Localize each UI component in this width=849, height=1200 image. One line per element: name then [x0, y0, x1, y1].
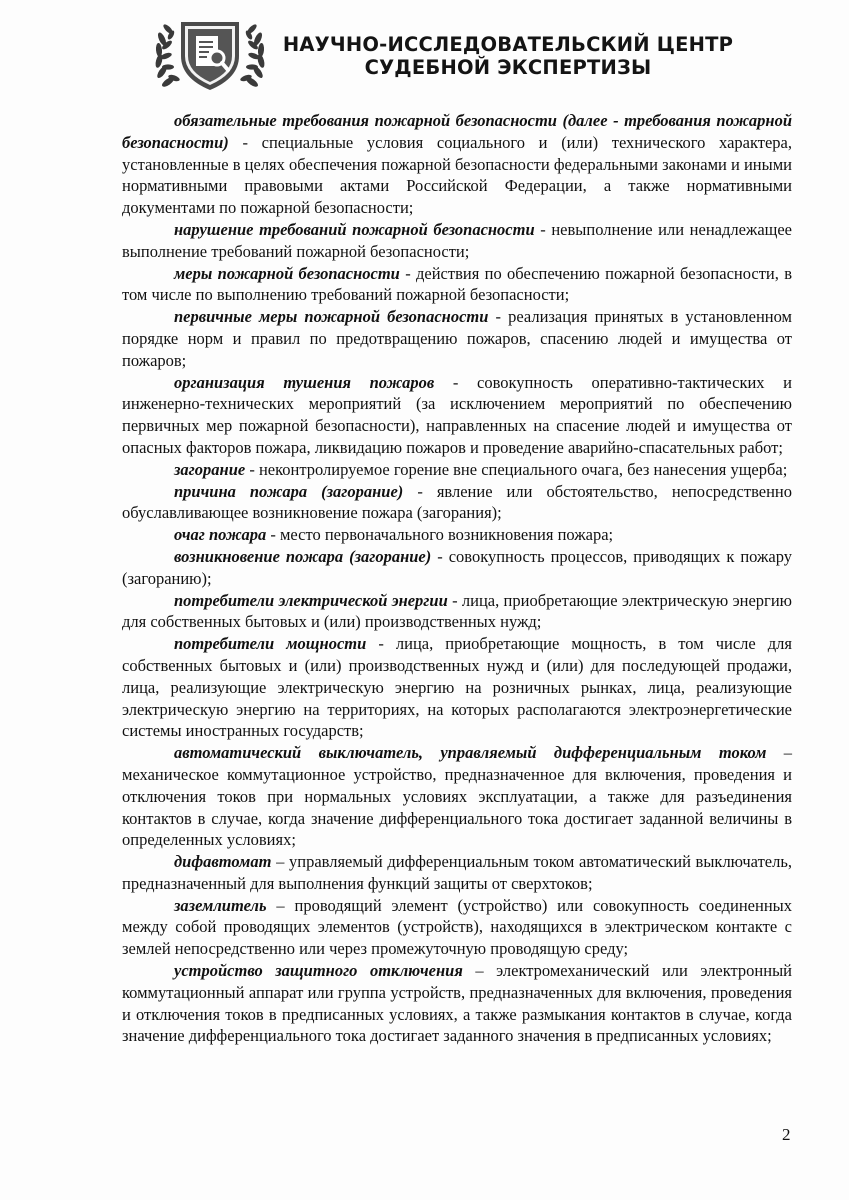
definition-entry: [122, 851, 792, 895]
definition-term: потребители электрической энергии: [174, 590, 448, 610]
definition-entry: [122, 633, 792, 742]
definition-term: загорание: [174, 459, 246, 479]
definition-term: первичные меры пожарной безопасности: [174, 307, 489, 327]
definition-entry: [122, 742, 792, 851]
definition-term: устройство защитного отключения: [174, 961, 463, 981]
definition-term: автоматический выключатель, управляемый дифференциальным током: [174, 743, 767, 763]
definition-term: очаг пожара: [174, 525, 267, 545]
shield-document-magnifier-laurel-icon: [150, 12, 270, 94]
definition-text: - специальные условия социального и (или) технического характера, установленные в целях обеспечения пожарной безопасности федеральными законами и иными нормативными правовыми актами Российской Федерации, а также нормативными документами по пожарной безопасности;: [122, 132, 792, 218]
definition-text: - невыполнение или ненадлежащее выполнение требований пожарной безопасности;: [122, 219, 793, 261]
definition-text: - совокупность процессов, приводящих к пожару (загоранию);: [122, 546, 792, 588]
organization-name-line1: НАУЧНО-ИССЛЕДОВАТЕЛЬСКИЙ ЦЕНТР: [282, 33, 734, 56]
definition-entry: [122, 524, 792, 546]
definition-text: - место первоначального возникновения пожара;: [266, 525, 614, 545]
definition-text: - неконтролируемое горение вне специального очага, без нанесения ущерба;: [245, 459, 788, 479]
definition-entry: [122, 219, 792, 263]
definition-entry: [122, 960, 792, 1047]
definition-entry: [122, 306, 792, 371]
definition-entry: [122, 895, 792, 960]
definition-entry: [122, 590, 792, 634]
definition-term: причина пожара (загорание): [174, 481, 404, 501]
definition-term: меры пожарной безопасности: [174, 263, 400, 283]
definition-entry: [122, 372, 792, 459]
definition-text: – механическое коммутационное устройство, предназначенное для включения, проведения и отключения токов при нормальных условиях эксплуатации, а также для разъединения контактов в случае, когда значение дифференциального тока достигает заданной величины в определенных условиях;: [122, 743, 792, 850]
definition-text: - совокупность оперативно-тактических и инженерно-технических мероприятий (за исключением мероприятий по обеспечению первичных мер пожарной безопасности), направленных на спасение людей и имущества от опасных факторов пожара, ликвидацию пожаров и проведение аварийно-спасательных работ;: [122, 372, 792, 457]
definition-text: - действия по обеспечению пожарной безопасности, в том числе по выполнению требований пожарной безопасности;: [122, 263, 792, 305]
letterhead: [150, 12, 750, 94]
definition-entry: [122, 263, 792, 307]
definition-entry: [122, 481, 792, 525]
definition-text: – проводящий элемент (устройство) или совокупность соединенных между собой проводящих элементов (устройств), находящихся в электрическом контакте с землей непосредственно или через промежуточную проводящую среду;: [122, 895, 792, 959]
definition-text: – электромеханический или электронный коммутационный аппарат или группа устройств, предназначенных для включения, проведения и отключения токов в предписанных условиях, а также размыкания контактов в случае, когда значение дифференциального тока достигает заданного значения в предписанных условиях;: [122, 961, 793, 1046]
definition-term: организация тушения пожаров: [174, 372, 435, 392]
definition-text: - реализация принятых в установленном порядке норм и правил по предотвращению пожаров, спасению людей и имущества от пожаров;: [122, 307, 792, 370]
definition-text: - лица, приобретающие электрическую энергию для собственных бытовых и (или) производственных нужд;: [122, 590, 792, 632]
definition-text: - лица, приобретающие мощность, в том числе для собственных бытовых и (или) производственных нужд и (или) для последующей продажи, лица, реализующие электрическую энергию на розничных рынках, лица, реализующие электрическую энергию на территориях, на которых располагаются электроэнергетические системы иностранных государств;: [122, 634, 792, 741]
definition-term: потребители мощности: [174, 634, 367, 654]
definition-term: обязательные требования пожарной безопасности (далее - требования пожарной безопасности): [122, 111, 792, 152]
page-number: 2: [782, 1125, 791, 1144]
organization-name: [258, 34, 758, 80]
definitions-list: [122, 110, 792, 1047]
definition-entry: [122, 546, 792, 590]
definition-term: заземлитель: [174, 895, 267, 915]
definition-term: нарушение требований пожарной безопасности: [174, 219, 535, 239]
definition-entry: [122, 110, 792, 219]
definition-text: – управляемый дифференциальным током автоматический выключатель, предназначенный для выполнения функций защиты от сверхтоков;: [122, 852, 792, 893]
definition-text: - явление или обстоятельство, непосредственно обуславливающее возникновение пожара (загорания);: [122, 481, 792, 523]
definition-term: дифавтомат: [174, 852, 272, 872]
organization-name-line2: СУДЕБНОЙ ЭКСПЕРТИЗЫ: [364, 56, 652, 79]
definition-entry: [122, 459, 792, 481]
definition-term: возникновение пожара (загорание): [174, 546, 432, 566]
